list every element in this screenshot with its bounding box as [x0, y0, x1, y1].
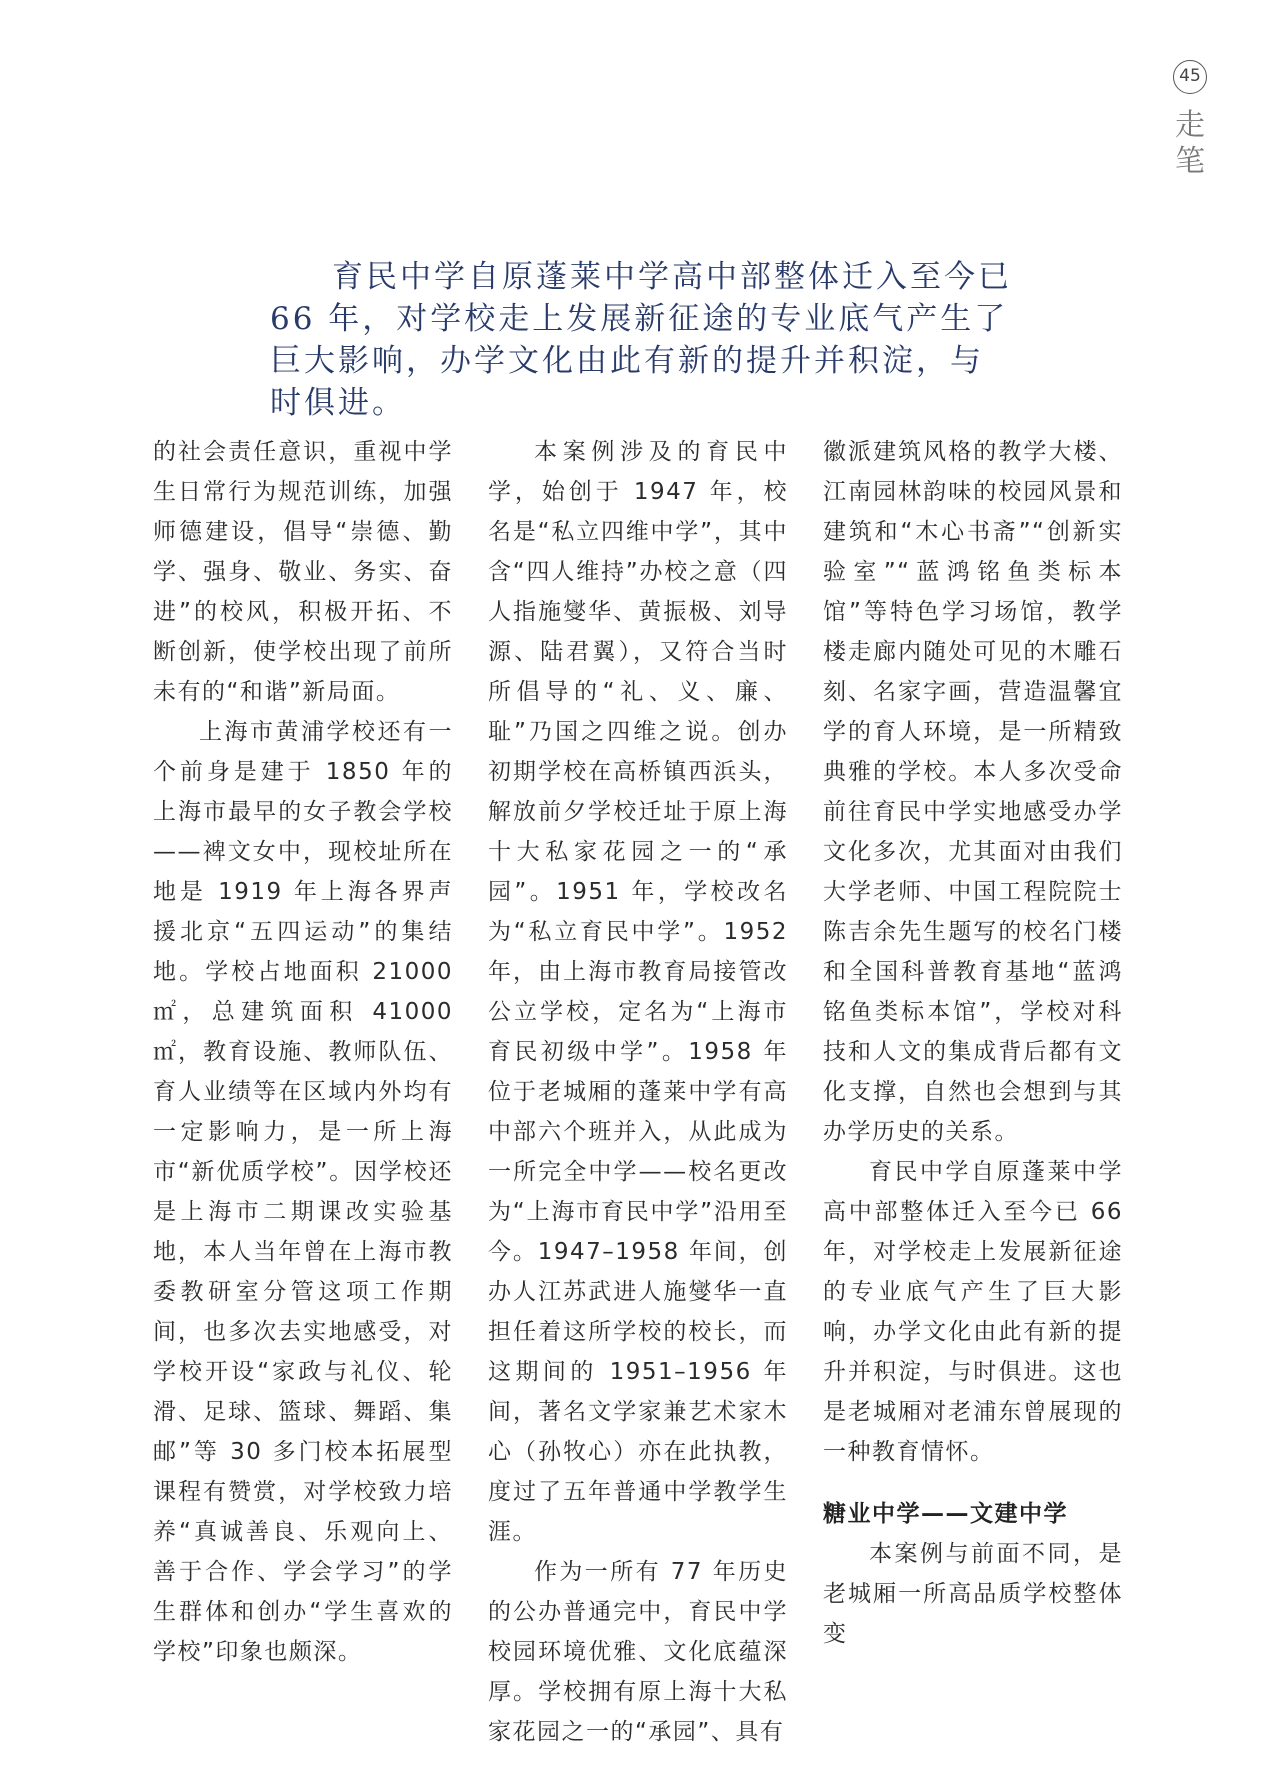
- article-column-3: [823, 432, 1123, 1654]
- section-tag: 走笔: [1175, 108, 1205, 179]
- paragraph: 育民中学自原蓬莱中学高中部整体迁入至今已 66 年，对学校走上发展新征途的专业底气产生了巨大影响，办学文化由此有新的提升并积淀，与时俱进。这也是老城厢对老浦东曾展现的一种教育情怀。: [823, 1159, 1123, 1465]
- page-number: 45: [1173, 60, 1207, 94]
- pull-quote-text: 育民中学自原蓬莱中学高中部整体迁入至今已 66 年，对学校走上发展新征途的专业底气产生了巨大影响，办学文化由此有新的提升并积淀，与时俱进。: [270, 259, 1012, 421]
- paragraph: 上海市黄浦学校还有一个前身是建于 1850 年的上海市最早的女子教会学校——裨文女中，现校址所在地是 1919 年上海各界声援北京“五四运动”的集结地。学校占地面积 21000㎡，总建筑面积 41000㎡，教育设施、教师队伍、育人业绩等在区域内外均有一定影响力，是一所上海市“新优质学校”。因学校还是上海市二期课改实验基地，本人当年曾在上海市教委教研室分管这项工作期间，也多次去实地感受，对学校开设“家政与礼仪、轮滑、足球、篮球、舞蹈、集邮”等 30 多门校本拓展型课程有赞赏，对学校致力培养“真诚善良、乐观向上、善于合作、学会学习”的学生群体和创办“学生喜欢的学校”印象也颇深。: [153, 719, 453, 1665]
- paragraph: 的社会责任意识，重视中学生日常行为规范训练，加强师德建设，倡导“崇德、勤学、强身、敬业、务实、奋进”的校风，积极开拓、不断创新，使学校出现了前所未有的“和谐”新局面。: [153, 439, 453, 705]
- section-heading: 糖业中学——文建中学: [823, 1501, 1068, 1527]
- paragraph: 徽派建筑风格的教学大楼、江南园林韵味的校园风景和建筑和“木心书斋”“创新实验室”“蓝鸿铭鱼类标本馆”等特色学习场馆，教学楼走廊内随处可见的木雕石刻、名家字画，营造温馨宜学的育人环境，是一所精致典雅的学校。本人多次受命前往育民中学实地感受办学文化多次，尤其面对由我们大学老师、中国工程院院士陈吉余先生题写的校名门楼和全国科普教育基地“蓝鸿铭鱼类标本馆”，学校对科技和人文的集成背后都有文化支撑，自然也会想到与其办学历史的关系。: [823, 439, 1123, 1145]
- article-column-2: [488, 432, 788, 1752]
- pull-quote: [270, 256, 1015, 424]
- article-column-1: [153, 432, 453, 1672]
- paragraph: 作为一所有 77 年历史的公办普通完中，育民中学校园环境优雅、文化底蕴深厚。学校拥有原上海十大私家花园之一的“承园”、具有: [488, 1559, 788, 1745]
- paragraph: 本案例与前面不同，是老城厢一所高品质学校整体变: [823, 1541, 1123, 1647]
- paragraph: 本案例涉及的育民中学，始创于 1947 年，校名是“私立四维中学”，其中含“四人维持”办校之意（四人指施燮华、黄振极、刘导源、陆君翼），又符合当时所倡导的“礼、义、廉、耻”乃国之四维之说。创办初期学校在高桥镇西浜头，解放前夕学校迁址于原上海十大私家花园之一的“承园”。1951 年，学校改名为“私立育民中学”。1952 年，由上海市教育局接管改公立学校，定名为“上海市育民初级中学”。1958 年位于老城厢的蓬莱中学有高中部六个班并入，从此成为一所完全中学——校名更改为“上海市育民中学”沿用至今。1947–1958 年间，创办人江苏武进人施燮华一直担任着这所学校的校长，而这期间的 1951–1956 年间，著名文学家兼艺术家木心（孙牧心）亦在此执教，度过了五年普通中学教学生涯。: [488, 439, 788, 1545]
